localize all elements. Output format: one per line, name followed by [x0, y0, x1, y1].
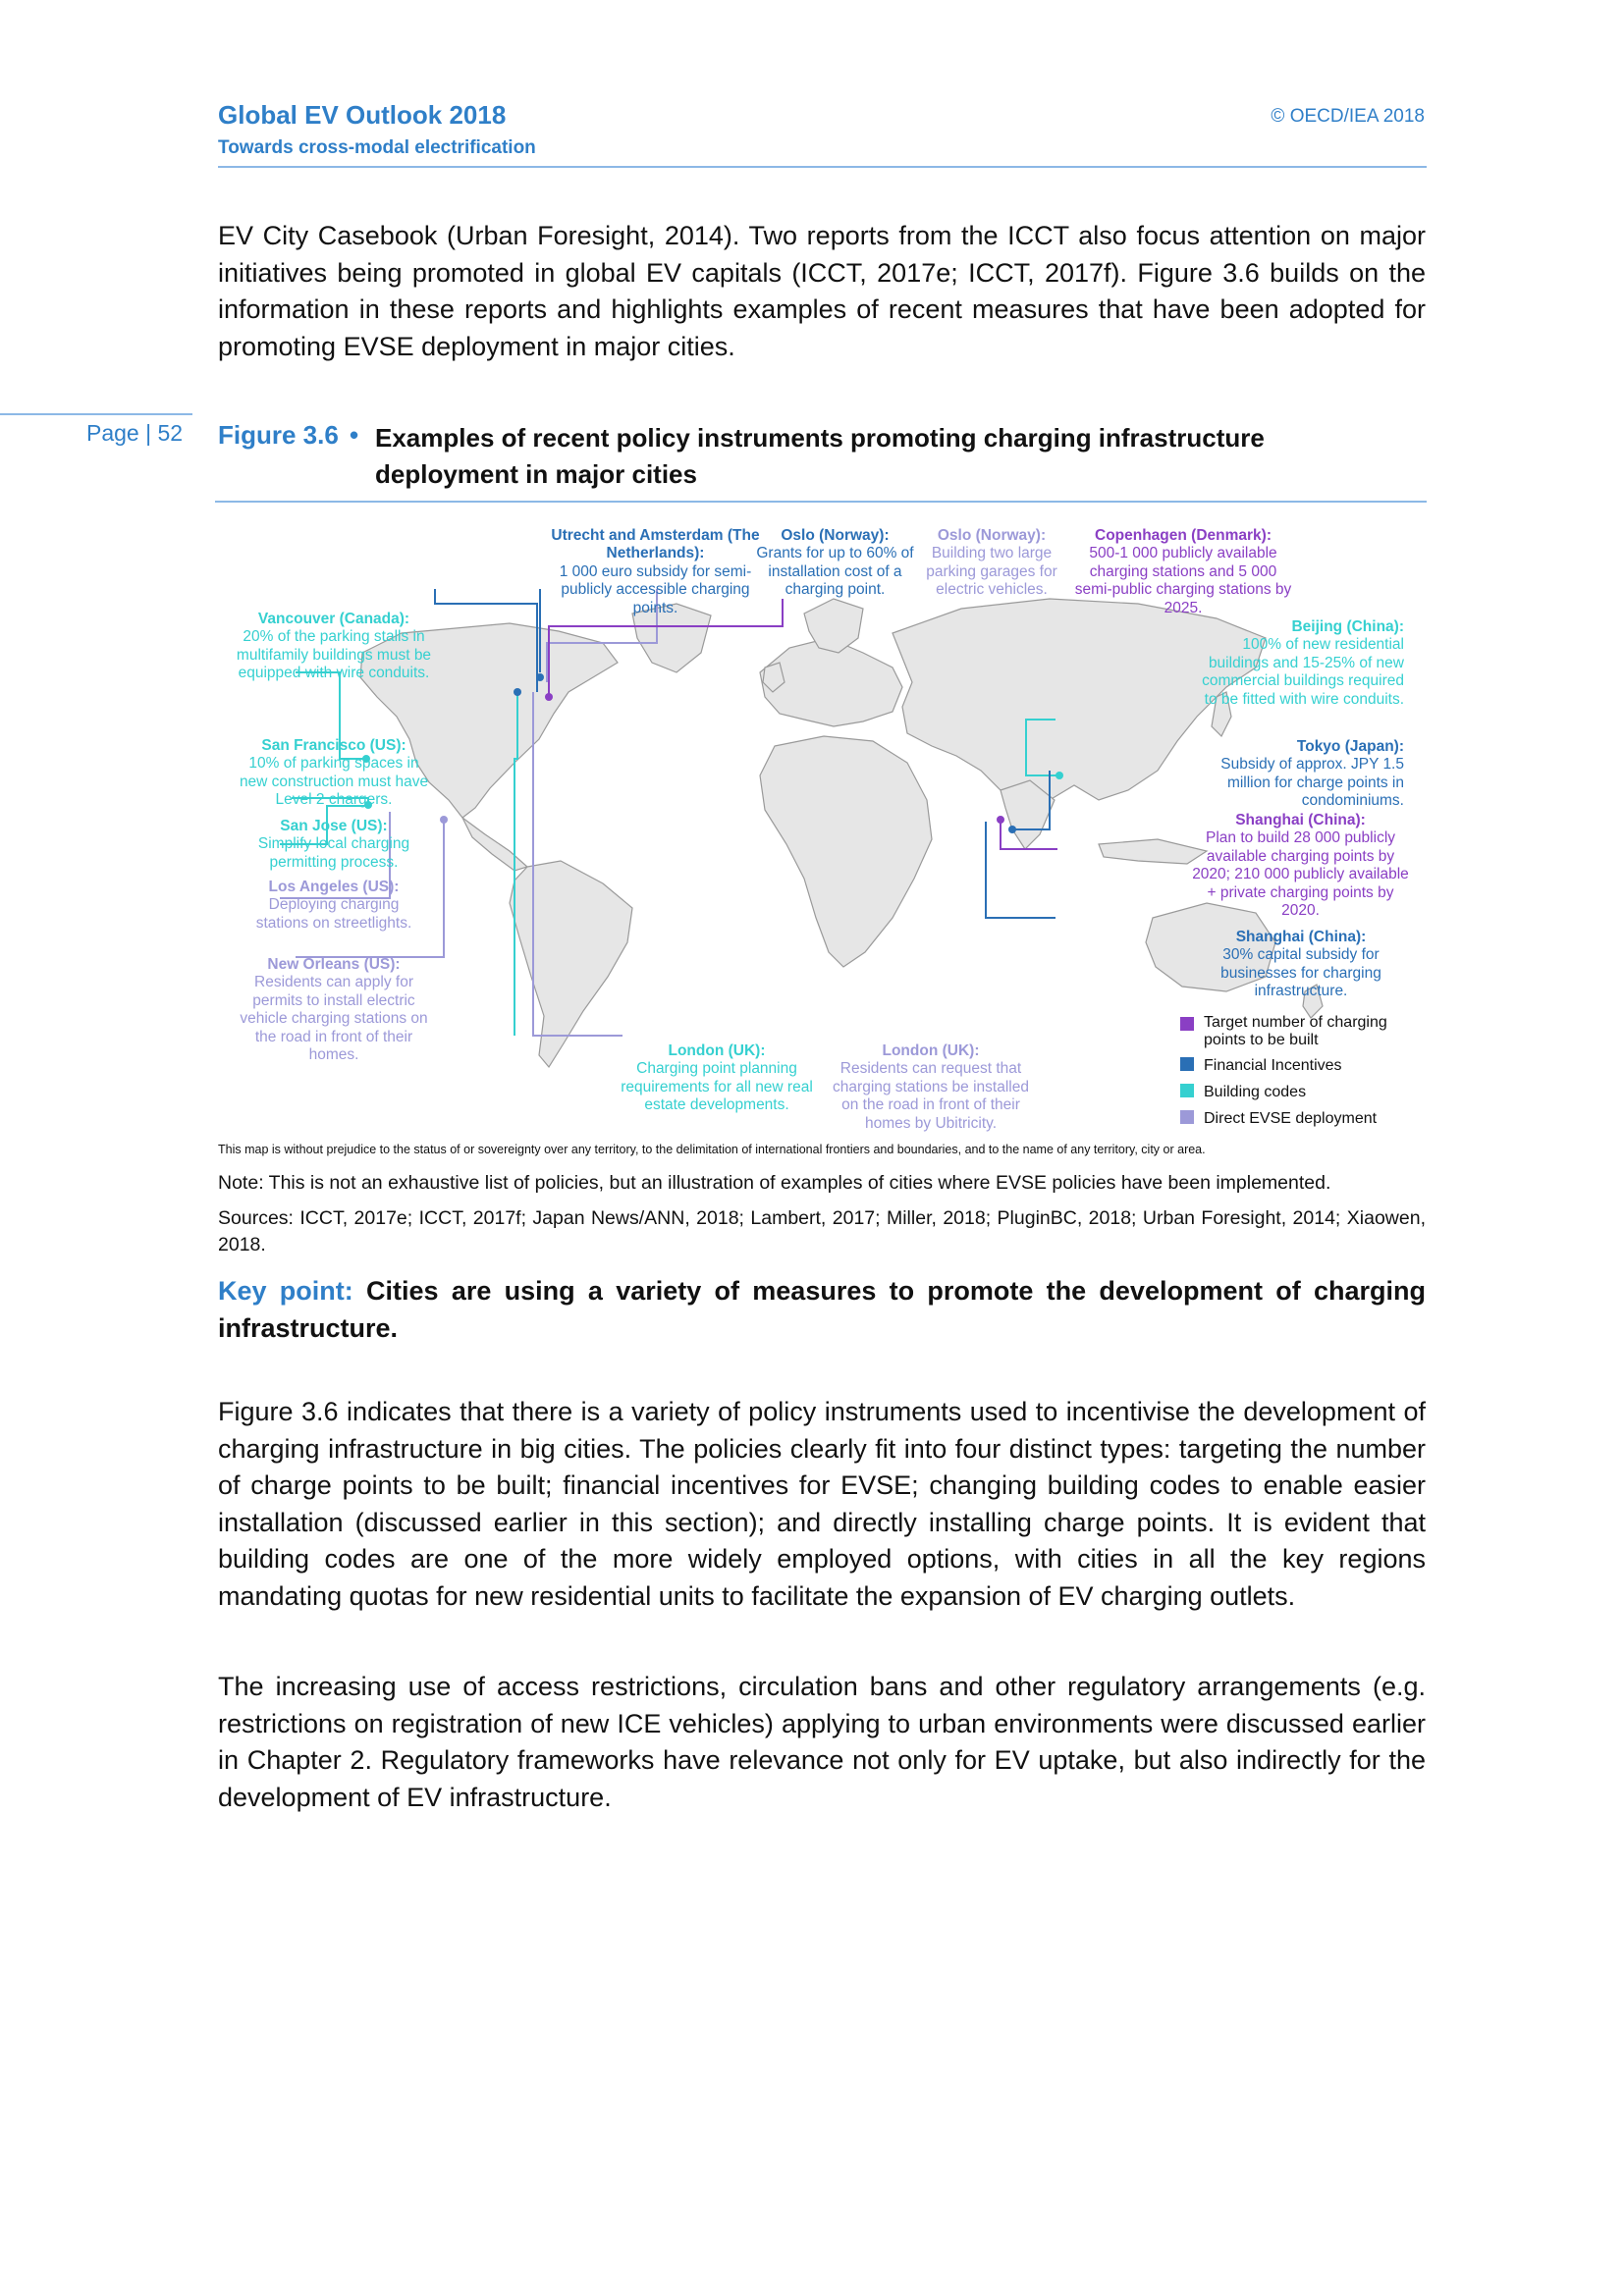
- figure-sources: Sources: ICCT, 2017e; ICCT, 2017f; Japan News/ANN, 2018; Lambert, 2017; Miller, 2018; PluginBC, 2018; Urban Foresight, 2014; Xiaowen, 2018.: [218, 1207, 1426, 1255]
- world-map: [360, 599, 1323, 1067]
- legend-swatch-target: [1180, 1017, 1194, 1031]
- callout-copenhagen-body: 500-1 000 publicly available charging stations and 5 000 semi-public charging stations by 2025.: [1074, 545, 1292, 616]
- callout-shanghai-2-title: Shanghai (China):: [1235, 929, 1367, 945]
- callout-copenhagen-title: Copenhagen (Denmark):: [1095, 527, 1272, 544]
- intro-paragraph: EV City Casebook (Urban Foresight, 2014). Two reports from the ICCT also focus attention on major initiatives being promoted in global EV capitals (ICCT, 2017e; ICCT, 2017f). Figure 3.6 builds on the information in these reports and highlights examples of recent measures that have been adopted for promoting EVSE deployment in major cities.: [218, 221, 1426, 361]
- callout-beijing: [1198, 618, 1404, 709]
- city-dot-tokyo: [1008, 826, 1016, 833]
- callout-utrecht: [550, 527, 761, 617]
- callout-oslo-1-body: Grants for up to 60% of installation cost of a charging point.: [756, 545, 914, 599]
- legend-label-financial: Financial Incentives: [1204, 1057, 1342, 1074]
- legend-label-building: Building codes: [1204, 1084, 1307, 1100]
- callout-tokyo-body: Subsidy of approx. JPY 1.5 million for charge points in condominiums.: [1220, 756, 1404, 810]
- africa-shape: [760, 736, 932, 967]
- key-point-label: Key point:: [218, 1276, 353, 1306]
- city-dot-london: [514, 688, 521, 696]
- figure-note: Note: This is not an exhaustive list of policies, but an illustration of examples of cities where EVSE policies have been implemented.: [218, 1172, 1331, 1194]
- callout-vancouver-body: 20% of the parking stalls in multifamily buildings must be equipped with wire conduits.: [236, 628, 432, 682]
- callout-vancouver: [226, 611, 442, 683]
- header-rule: [218, 166, 1427, 168]
- figure-legend: [1180, 1014, 1416, 1128]
- callout-london-2-title: London (UK):: [882, 1042, 980, 1059]
- callout-oslo-2: [918, 527, 1065, 600]
- callout-london-1-title: London (UK):: [668, 1042, 766, 1059]
- callout-tokyo-title: Tokyo (Japan):: [1296, 738, 1404, 755]
- callout-new-orleans-title: New Orleans (US):: [267, 956, 401, 973]
- header-title: Global EV Outlook 2018: [218, 100, 507, 130]
- callout-san-jose-title: San Jose (US):: [280, 818, 388, 834]
- callout-beijing-title: Beijing (China):: [1291, 618, 1404, 635]
- city-dot-new-orleans: [440, 816, 448, 824]
- figure-title: Examples of recent policy instruments promoting charging infrastructure deployment in major cities: [375, 423, 1265, 489]
- city-dot-shanghai: [997, 816, 1004, 824]
- body-paragraph-1: Figure 3.6 indicates that there is a variety of policy instruments used to incentivise the development of charging infrastructure in big cities. The policies clearly fit into four distinct types: targeting the number of charge points to be built; financial incentives for EVSE; changing building codes to enable easier installation (discussed earlier in this section); and directly installing charge points. It is evident that building codes are one of the more widely employed options, with cities in all the key regions mandating quotas for new residential units to facilitate the expansion of EV charging outlets.: [218, 1397, 1426, 1611]
- callout-shanghai-2-body: 30% capital subsidy for businesses for charging infrastructure.: [1220, 946, 1381, 1000]
- city-dot-beijing: [1056, 772, 1063, 779]
- city-dot-copenhagen: [545, 693, 553, 701]
- callout-copenhagen: [1070, 527, 1296, 617]
- legend-item-financial: [1180, 1057, 1416, 1075]
- central-america-shape: [462, 818, 527, 871]
- callout-oslo-2-title: Oslo (Norway):: [937, 527, 1047, 544]
- legend-item-target: [1180, 1014, 1416, 1049]
- callout-new-orleans: [236, 956, 432, 1064]
- callout-utrecht-body: 1 000 euro subsidy for semi-publicly accessible charging points.: [559, 562, 752, 616]
- city-dot-oslo: [536, 673, 544, 681]
- callout-san-jose: [241, 818, 427, 872]
- callout-london-1-body: Charging point planning requirements for all new real estate developments.: [621, 1060, 813, 1114]
- figure-label: Figure 3.6: [218, 420, 339, 450]
- header-copyright: © OECD/IEA 2018: [1271, 106, 1425, 127]
- callout-oslo-1-title: Oslo (Norway):: [781, 527, 890, 544]
- callout-london-2-body: Residents can request that charging stations be installed on the road in front of their homes by Ubitricity.: [833, 1060, 1029, 1132]
- figure-bullet: •: [350, 420, 359, 450]
- callout-utrecht-title: Utrecht and Amsterdam (The Netherlands):: [551, 527, 760, 562]
- callout-london-2: [823, 1042, 1039, 1133]
- callout-tokyo: [1198, 738, 1404, 811]
- callout-london-1: [619, 1042, 815, 1115]
- callout-los-angeles: [241, 879, 427, 933]
- callout-shanghai-2: [1203, 929, 1399, 1001]
- callout-shanghai-1-title: Shanghai (China):: [1235, 812, 1366, 828]
- callout-san-francisco-body: 10% of parking spaces in new construction must have Level 2 chargers.: [239, 755, 429, 809]
- legend-swatch-building: [1180, 1084, 1194, 1097]
- map-disclaimer: This map is without prejudice to the status of or sovereignty over any territory, to the delimitation of international frontiers and boundaries, and to the name of any territory, city or area.: [218, 1143, 1206, 1156]
- callout-shanghai-1: [1190, 812, 1411, 920]
- callout-shanghai-1-body: Plan to build 28 000 publicly available charging points by 2020; 210 000 publicly available + private charging points by 2020.: [1192, 829, 1409, 920]
- callout-vancouver-title: Vancouver (Canada):: [257, 611, 410, 627]
- legend-item-building: [1180, 1084, 1416, 1101]
- callout-oslo-1: [754, 527, 916, 600]
- callout-san-francisco: [236, 737, 432, 810]
- legend-label-direct: Direct EVSE deployment: [1204, 1110, 1378, 1127]
- callout-beijing-body: 100% of new residential buildings and 15-25% of new commercial buildings required to be fitted with wire conduits.: [1202, 636, 1404, 708]
- figure-rule: [215, 501, 1427, 503]
- header-subtitle: Towards cross-modal electrification: [218, 137, 536, 158]
- callout-new-orleans-body: Residents can apply for permits to install electric vehicle charging stations on the road in front of their homes.: [240, 974, 428, 1064]
- legend-label-target: Target number of charging points to be built: [1204, 1014, 1387, 1048]
- callout-san-jose-body: Simplify local charging permitting process.: [257, 835, 410, 871]
- callout-los-angeles-body: Deploying charging stations on streetlights.: [255, 896, 412, 932]
- callout-los-angeles-title: Los Angeles (US):: [268, 879, 400, 895]
- body-paragraph-2: The increasing use of access restrictions, circulation bans and other regulatory arrangements (e.g. restrictions on registration of new ICE vehicles) applying to urban environments were discussed earlier in Chapter 2. Regulatory frameworks have relevance not only for EV uptake, but also indirectly for the development of EV infrastructure.: [218, 1672, 1426, 1812]
- page-number-rule: [0, 413, 192, 415]
- legend-swatch-financial: [1180, 1057, 1194, 1071]
- legend-item-direct: [1180, 1110, 1416, 1128]
- callout-oslo-2-body: Building two large parking garages for electric vehicles.: [926, 545, 1057, 599]
- key-point: [218, 1272, 1426, 1347]
- page-number: Page | 52: [86, 420, 184, 446]
- callout-san-francisco-title: San Francisco (US):: [261, 737, 406, 754]
- key-point-text: Cities are using a variety of measures to promote the development of charging infrastructure.: [218, 1276, 1426, 1343]
- legend-swatch-direct: [1180, 1110, 1194, 1124]
